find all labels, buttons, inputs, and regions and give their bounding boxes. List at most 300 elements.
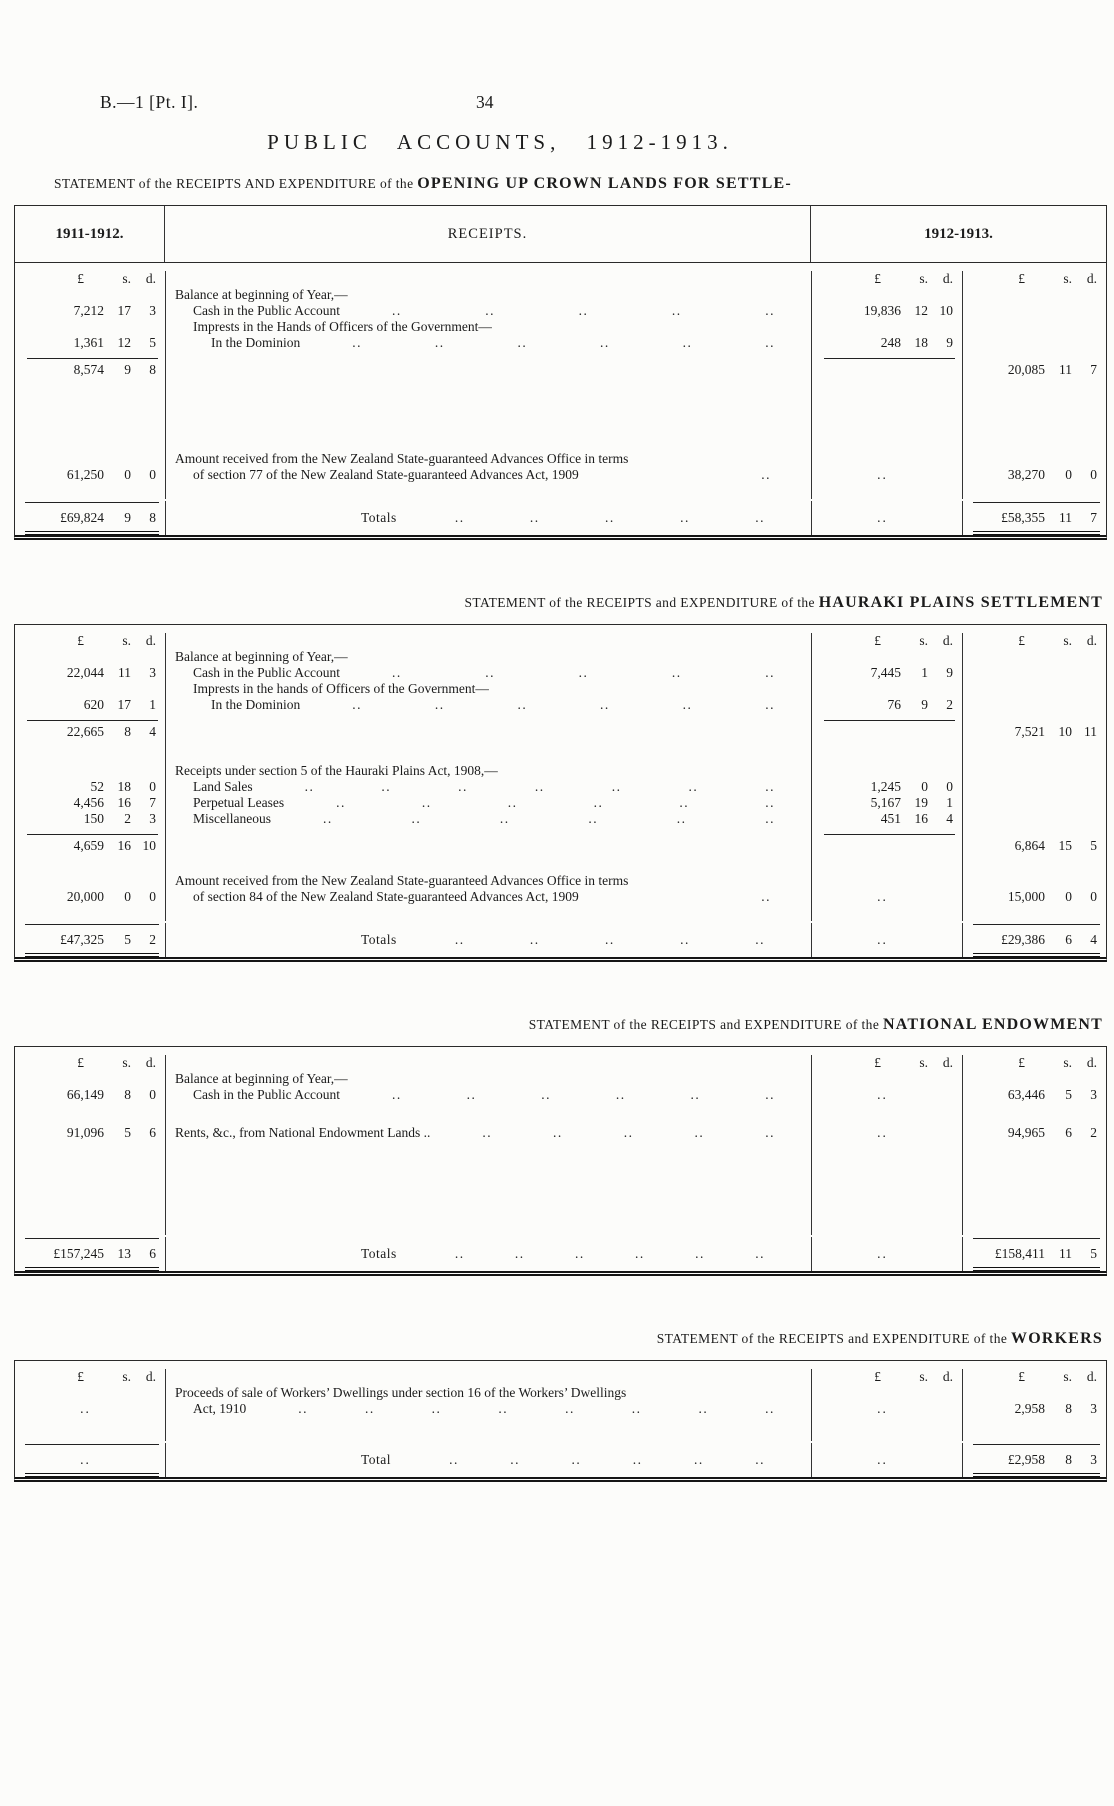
dot-leader: .. [434, 697, 445, 712]
shillings-value: 8 [124, 724, 131, 739]
empty-cell [811, 681, 962, 697]
empty-cell [962, 681, 1106, 697]
totals-cell [165, 1443, 811, 1477]
pence-value: 1 [946, 795, 953, 810]
table-row [15, 873, 1106, 889]
page-title: PUBLIC ACCOUNTS, 1912-1913. [267, 130, 733, 154]
pence-value: 1 [149, 697, 156, 712]
shillings-value: 12 [117, 335, 131, 350]
money-cell [811, 1125, 962, 1141]
dot-leader: .. [611, 779, 622, 794]
shillings-value: 18 [914, 335, 928, 350]
dot-leader: .. [322, 811, 333, 826]
pence-value: 11 [1084, 724, 1097, 739]
pounds-value: 19,836 [863, 303, 901, 318]
description-cell [165, 1087, 811, 1103]
shillings-value: 9 [124, 510, 131, 525]
money-cell [811, 779, 962, 795]
empty-cell [811, 857, 962, 873]
pound-sign: £ [1018, 1055, 1025, 1070]
dot-leader: .. [755, 932, 765, 947]
currency-header [962, 1369, 1106, 1385]
accounts-table [14, 205, 1107, 540]
empty-cell [962, 873, 1106, 889]
dot-leader: .. [482, 1125, 493, 1140]
pounds-value: 451 [880, 811, 901, 826]
shillings-value: 0 [921, 779, 928, 794]
pence-header: d. [1086, 633, 1097, 648]
pence-header: d. [1086, 1055, 1097, 1070]
statement-section-2 [14, 594, 1107, 962]
shillings-value: 19 [914, 795, 928, 810]
dot-leader: .. [877, 889, 888, 904]
dot-leader: .. [454, 932, 465, 947]
empty-cell [165, 1369, 811, 1385]
description-text: Amount received from the New Zealand State-guaranteed Advances Office in terms [175, 451, 629, 466]
pence-value: 10 [939, 303, 953, 318]
pence-header: d. [145, 1369, 156, 1384]
pounds-value: 5,167 [870, 795, 901, 810]
empty-cell [15, 905, 165, 921]
description-cell [165, 451, 811, 467]
pounds-value: 7,212 [73, 303, 104, 318]
caption-emphasis: HAURAKI PLAINS SETTLEMENT [818, 594, 1103, 611]
dot-leaders [631, 889, 771, 905]
empty-cell [811, 743, 962, 763]
year-column-left: 1911-1912. [15, 206, 165, 262]
dot-leader: .. [434, 335, 445, 350]
dot-leaders [449, 1452, 765, 1468]
shillings-value: 0 [124, 467, 131, 482]
money-cell [15, 1087, 165, 1103]
dot-leader: .. [411, 811, 422, 826]
table-body [15, 625, 1106, 957]
empty-cell [962, 1141, 1106, 1235]
empty-cell [962, 381, 1106, 451]
dot-leader: .. [877, 1087, 888, 1102]
empty-cell [962, 1071, 1106, 1087]
total-amount [962, 501, 1106, 535]
empty-cell [165, 1141, 811, 1235]
description-text: Cash in the Public Account [193, 303, 340, 318]
caption-emphasis: NATIONAL ENDOWMENT [883, 1016, 1103, 1033]
description-text: Imprests in the hands of Officers of the Government— [193, 681, 489, 696]
money-cell [811, 795, 962, 811]
empty-cell [165, 827, 811, 857]
dot-leader: .. [694, 1125, 705, 1140]
empty-cell [962, 1103, 1106, 1125]
money-cell [15, 1125, 165, 1141]
empty-cell [15, 743, 165, 763]
money-cell [15, 697, 165, 713]
statement-caption [14, 594, 1107, 612]
pounds-value: 4,456 [73, 795, 104, 810]
year-column-right: 1912-1913. [924, 225, 993, 242]
pounds-value: £157,245 [53, 1246, 104, 1261]
pence-value: 8 [149, 362, 156, 377]
shillings-value: 5 [124, 1125, 131, 1140]
dot-leader: .. [529, 932, 540, 947]
currency-header [15, 633, 165, 649]
dot-leader: .. [510, 1452, 521, 1467]
empty-cell [165, 271, 811, 287]
accounts-table [14, 624, 1107, 962]
totals-label: Totals [361, 510, 397, 525]
shillings-value: 11 [1059, 362, 1072, 377]
empty-cell [15, 1071, 165, 1087]
year-header-band [15, 206, 1106, 263]
pound-sign: £ [874, 633, 881, 648]
pence-value: 0 [1090, 889, 1097, 904]
caption-prefix: STATEMENT of the RECEIPTS and EXPENDITURE of the [528, 1017, 883, 1032]
statement-tables [0, 175, 1114, 1482]
description-cell [165, 697, 811, 713]
table-row [15, 451, 1106, 467]
dot-leader: .. [761, 467, 771, 482]
table-row [15, 1385, 1106, 1401]
dot-leader: .. [588, 811, 599, 826]
money-cell [811, 1401, 962, 1417]
dot-leader: .. [765, 697, 775, 712]
empty-cell [15, 763, 165, 779]
empty-cell [165, 1103, 811, 1125]
empty-cell [165, 743, 811, 763]
description-cell [165, 467, 811, 483]
currency-header [811, 1055, 962, 1071]
shillings-header: s. [919, 633, 928, 648]
dot-leader: .. [765, 665, 775, 680]
dot-leader: .. [765, 779, 775, 794]
dot-leader: .. [565, 1401, 575, 1416]
description-text: Balance at beginning of Year,— [175, 1071, 348, 1086]
empty-cell [811, 451, 962, 467]
description-cell [165, 681, 811, 697]
dot-leaders [352, 335, 775, 351]
pence-value: 0 [149, 1087, 156, 1102]
dot-leader: .. [534, 779, 545, 794]
accounts-table [14, 1046, 1107, 1276]
description-text: In the Dominion [211, 335, 301, 350]
shillings-value: 0 [1065, 467, 1072, 482]
accounts-table [14, 1360, 1107, 1482]
description-text: Amount received from the New Zealand State-guaranteed Advances Office in terms [175, 873, 629, 888]
shillings-value: 17 [117, 697, 131, 712]
money-cell [811, 1237, 962, 1271]
table-row [15, 1443, 1106, 1477]
dot-leader: .. [679, 795, 690, 810]
money-cell [811, 1087, 962, 1103]
pounds-value: 150 [83, 811, 104, 826]
dot-leader: .. [695, 1246, 705, 1261]
pence-value: 0 [149, 467, 156, 482]
empty-cell [811, 287, 962, 303]
empty-cell [811, 483, 962, 499]
shillings-value: 11 [118, 665, 131, 680]
dot-leader: .. [498, 1401, 509, 1416]
description-text: Perpetual Leases [193, 795, 285, 810]
description-text: Act, 1910 [193, 1401, 247, 1416]
table-row [15, 633, 1106, 649]
dot-leader: .. [682, 697, 693, 712]
dot-leader: .. [485, 303, 496, 318]
table-row [15, 1237, 1106, 1271]
table-row [15, 713, 1106, 743]
dot-leader: .. [877, 510, 888, 525]
empty-cell [15, 681, 165, 697]
pounds-value: £158,411 [994, 1246, 1045, 1261]
shillings-value: 16 [914, 811, 928, 826]
pence-header: d. [942, 1055, 953, 1070]
shillings-value: 11 [1059, 510, 1072, 525]
shillings-value: 12 [914, 303, 928, 318]
table-row [15, 303, 1106, 319]
description-cell [165, 319, 811, 335]
dot-leader: .. [755, 1452, 765, 1467]
description-cell [165, 665, 811, 681]
dot-leader: .. [698, 1401, 709, 1416]
pence-value: 7 [149, 795, 156, 810]
dot-leader: .. [688, 779, 699, 794]
description-text: In the Dominion [211, 697, 301, 712]
dot-leaders [392, 303, 775, 319]
money-cell [811, 335, 962, 351]
dot-leader: .. [80, 1452, 91, 1467]
description-cell [165, 649, 811, 665]
money-cell [15, 303, 165, 319]
money-cell [962, 335, 1106, 351]
pound-sign: £ [1018, 633, 1025, 648]
description-text: Receipts under section 5 of the Hauraki Plains Act, 1908,— [175, 763, 498, 778]
empty-cell [962, 763, 1106, 779]
description-cell [165, 763, 811, 779]
pence-value: 5 [1090, 838, 1097, 853]
pound-sign: £ [874, 1055, 881, 1070]
dot-leader: .. [578, 303, 589, 318]
pounds-value: 620 [83, 697, 104, 712]
pounds-value: 22,044 [66, 665, 104, 680]
shillings-header: s. [919, 271, 928, 286]
table-row [15, 483, 1106, 499]
money-cell [962, 697, 1106, 713]
dot-leader: .. [454, 1246, 465, 1261]
pounds-value: 76 [887, 697, 901, 712]
pound-sign: £ [874, 1369, 881, 1384]
pounds-value: 7,445 [870, 665, 901, 680]
statement-section-3 [14, 1016, 1107, 1276]
shillings-value: 0 [124, 889, 131, 904]
pounds-value: 94,965 [1007, 1125, 1045, 1140]
description-cell [165, 889, 811, 905]
empty-cell [811, 319, 962, 335]
pounds-value: 61,250 [66, 467, 104, 482]
dot-leader: .. [514, 1246, 525, 1261]
money-cell [962, 1087, 1106, 1103]
empty-cell [15, 381, 165, 451]
empty-cell [811, 649, 962, 665]
statement-caption [14, 1016, 1107, 1034]
money-cell [811, 713, 962, 743]
statement-caption [14, 1330, 1107, 1348]
description-text: Balance at beginning of Year,— [175, 649, 348, 664]
table-row [15, 889, 1106, 905]
dot-leader: .. [454, 510, 465, 525]
dot-leader: .. [676, 811, 687, 826]
pounds-value: 1,245 [870, 779, 901, 794]
dot-leader: .. [605, 932, 615, 947]
currency-header [15, 1369, 165, 1385]
table-body [15, 263, 1106, 535]
pence-header: d. [942, 633, 953, 648]
empty-cell [811, 1385, 962, 1401]
dot-leader: .. [541, 1087, 552, 1102]
dot-leader: .. [765, 303, 775, 318]
empty-cell [811, 763, 962, 779]
dot-leader: .. [631, 1401, 642, 1416]
money-cell [15, 889, 165, 905]
statement-section-4 [14, 1330, 1107, 1482]
dot-leader: .. [623, 1125, 634, 1140]
dot-leaders [323, 811, 775, 827]
dot-leader: .. [449, 1452, 459, 1467]
currency-header [15, 1055, 165, 1071]
dot-leaders [298, 1401, 775, 1417]
pounds-value: 1,361 [73, 335, 104, 350]
pounds-value: 7,521 [1014, 724, 1045, 739]
dot-leader: .. [755, 510, 765, 525]
empty-cell [165, 381, 811, 451]
description-cell [165, 779, 811, 795]
dot-leader: .. [485, 665, 496, 680]
shillings-value: 8 [1065, 1401, 1072, 1416]
pounds-value: £29,386 [1001, 932, 1045, 947]
shillings-header: s. [122, 1055, 131, 1070]
money-cell [811, 501, 962, 535]
description-text: Miscellaneous [193, 811, 271, 826]
totals-cell [165, 1237, 811, 1271]
table-row [15, 743, 1106, 763]
dot-leader: .. [298, 1401, 308, 1416]
dot-leader: .. [571, 1452, 582, 1467]
caption-prefix: STATEMENT of the RECEIPTS and EXPENDITURE of the [656, 1331, 1012, 1346]
subtotal-cell [15, 351, 165, 381]
pence-value: 2 [149, 932, 156, 947]
description-text: of section 77 of the New Zealand State-guaranteed Advances Act, 1909 [193, 467, 579, 482]
empty-cell [165, 633, 811, 649]
shillings-value: 9 [124, 362, 131, 377]
shillings-header: s. [1063, 1055, 1072, 1070]
empty-cell [165, 351, 811, 381]
empty-cell [962, 649, 1106, 665]
shillings-header: s. [1063, 633, 1072, 648]
money-cell [811, 467, 962, 483]
shillings-value: 16 [117, 838, 131, 853]
dot-leader: .. [80, 1401, 91, 1416]
shillings-value: 18 [117, 779, 131, 794]
pounds-value: 91,096 [66, 1125, 104, 1140]
dot-leader: .. [877, 1125, 888, 1140]
table-row [15, 811, 1106, 827]
empty-cell [962, 1417, 1106, 1441]
empty-cell [15, 319, 165, 335]
table-row [15, 381, 1106, 451]
table-row [15, 271, 1106, 287]
currency-header [962, 1055, 1106, 1071]
pence-value: 2 [946, 697, 953, 712]
pounds-value: 38,270 [1007, 467, 1045, 482]
table-row [15, 905, 1106, 921]
pound-sign: £ [77, 1369, 84, 1384]
pence-value: 4 [946, 811, 953, 826]
empty-cell [15, 1385, 165, 1401]
pence-header: d. [145, 1055, 156, 1070]
dot-leader: .. [593, 795, 604, 810]
description-text: Cash in the Public Account [193, 1087, 340, 1102]
table-row [15, 649, 1106, 665]
table-row [15, 1417, 1106, 1441]
description-cell [165, 795, 811, 811]
money-cell [962, 811, 1106, 827]
dot-leader: .. [877, 932, 888, 947]
money-cell [15, 335, 165, 351]
receipts-column-header: RECEIPTS. [165, 206, 811, 262]
pounds-value: £69,824 [60, 510, 104, 525]
pounds-value: £47,325 [60, 932, 104, 947]
description-cell [165, 335, 811, 351]
table-row [15, 1369, 1106, 1385]
money-cell [811, 811, 962, 827]
empty-cell [165, 905, 811, 921]
empty-cell [15, 451, 165, 467]
empty-cell [15, 857, 165, 873]
money-cell [962, 1125, 1106, 1141]
table-row [15, 665, 1106, 681]
empty-cell [962, 287, 1106, 303]
dot-leader: .. [671, 665, 682, 680]
table-body [15, 1361, 1106, 1477]
pence-value: 0 [1090, 467, 1097, 482]
dot-leader: .. [391, 665, 402, 680]
pounds-value: £2,958 [1007, 1452, 1045, 1467]
dot-leader: .. [304, 779, 315, 794]
dot-leader: .. [578, 665, 589, 680]
money-cell [811, 923, 962, 957]
pound-sign: £ [1018, 271, 1025, 286]
empty-cell [962, 483, 1106, 499]
page-number: 34 [476, 92, 494, 112]
empty-cell [811, 905, 962, 921]
pence-value: 3 [149, 811, 156, 826]
table-row [15, 1103, 1106, 1125]
table-row [15, 779, 1106, 795]
pence-value: 5 [1090, 1246, 1097, 1261]
empty-cell [811, 1103, 962, 1125]
shillings-value: 11 [1059, 1246, 1072, 1261]
dot-leader: .. [680, 932, 690, 947]
currency-header [811, 271, 962, 287]
empty-cell [962, 319, 1106, 335]
money-cell [15, 1401, 165, 1417]
description-text: Land Sales [193, 779, 253, 794]
dot-leader: .. [574, 1246, 585, 1261]
description-cell [165, 1125, 811, 1141]
pence-value: 8 [149, 510, 156, 525]
pounds-value: 20,085 [1007, 362, 1045, 377]
dot-leaders [631, 467, 771, 483]
subtotal-cell [962, 713, 1106, 743]
dot-leader: .. [694, 1452, 704, 1467]
pence-value: 3 [149, 303, 156, 318]
empty-cell [165, 713, 811, 743]
